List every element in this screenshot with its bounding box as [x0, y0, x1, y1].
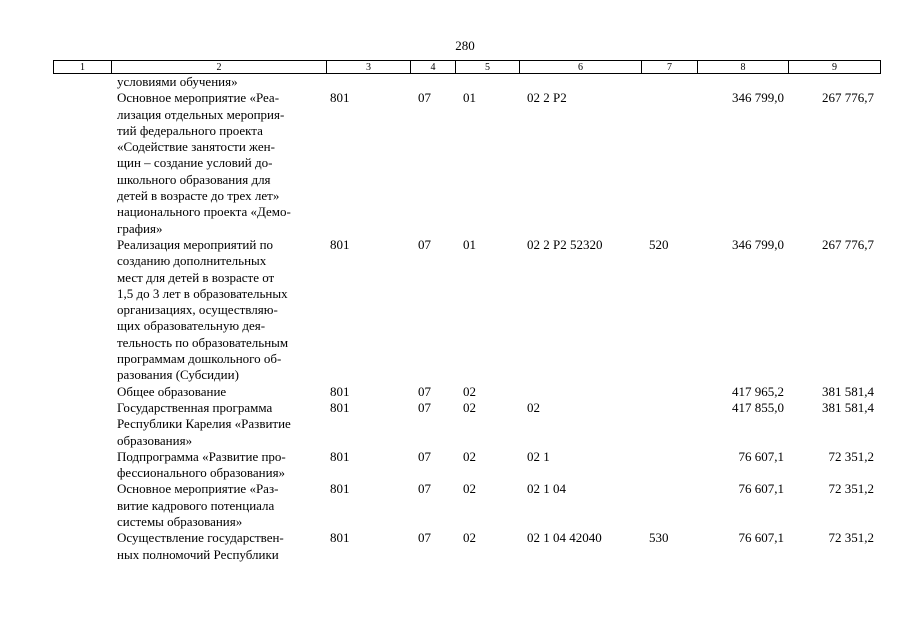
target-article-code: 02 [527, 399, 540, 415]
section-code: 07 [418, 399, 431, 415]
subsection-code: 02 [463, 399, 476, 415]
row-name-line: Подпрограмма «Развитие про- [117, 448, 286, 464]
amount-year-1: 76 607,1 [738, 481, 784, 497]
column-header-1: 1 [54, 61, 112, 74]
ministry-code: 801 [330, 530, 350, 546]
row-name-line: тий федерального проекта [117, 122, 263, 138]
amount-year-2: 72 351,2 [828, 481, 874, 497]
target-article-code: 02 1 [527, 448, 550, 464]
section-code: 07 [418, 383, 431, 399]
table-row [0, 74, 905, 90]
column-header-8: 8 [698, 61, 789, 74]
ministry-code: 801 [330, 448, 350, 464]
expense-type-code: 530 [649, 530, 669, 546]
subsection-code: 02 [463, 530, 476, 546]
row-name-line: Основное мероприятие «Раз- [117, 481, 279, 497]
target-article-code: 02 1 04 [527, 481, 566, 497]
row-name-line: программам дошкольного об- [117, 351, 282, 367]
budget-table-body [0, 74, 905, 563]
row-name-line: разования (Субсидии) [117, 367, 239, 383]
amount-year-2: 381 581,4 [822, 383, 874, 399]
section-code: 07 [418, 236, 431, 252]
row-name-line: лизация отдельных мероприя- [117, 106, 285, 122]
page-number: 280 [455, 38, 475, 53]
target-article-code: 02 2 P2 [527, 90, 567, 106]
row-name [117, 237, 317, 384]
target-article-code: 02 1 04 42040 [527, 530, 602, 546]
section-code: 07 [418, 90, 431, 106]
row-name-line: системы образования» [117, 514, 243, 530]
section-code: 07 [418, 530, 431, 546]
amount-year-2: 72 351,2 [828, 448, 874, 464]
row-name-line: Осуществление государствен- [117, 530, 284, 546]
amount-year-1: 346 799,0 [732, 236, 784, 252]
column-header-2: 2 [112, 61, 327, 74]
table-row [0, 449, 905, 482]
row-name-line: ных полномочий Республики [117, 546, 279, 562]
column-header-9: 9 [789, 61, 881, 74]
ministry-code: 801 [330, 236, 350, 252]
subsection-code: 02 [463, 481, 476, 497]
amount-year-1: 346 799,0 [732, 90, 784, 106]
section-code: 07 [418, 481, 431, 497]
row-name-line: детей в возрасте до трех лет» [117, 188, 280, 204]
row-name-line: тельность по образовательным [117, 334, 289, 350]
row-name-line: фессионального образования» [117, 465, 286, 481]
table-row [0, 530, 905, 563]
table-row [0, 481, 905, 530]
row-name-line: графия» [117, 220, 163, 236]
amount-year-2: 381 581,4 [822, 399, 874, 415]
row-name-line: витие кадрового потенциала [117, 497, 275, 513]
section-code: 07 [418, 448, 431, 464]
subsection-code: 01 [463, 236, 476, 252]
row-name-line: Государственная программа [117, 399, 273, 415]
row-name [117, 530, 317, 563]
row-name [117, 449, 317, 482]
table-row [0, 400, 905, 449]
expense-type-code: 520 [649, 236, 669, 252]
row-name [117, 90, 317, 237]
row-name [117, 384, 317, 400]
row-name-line: Реализация мероприятий по [117, 236, 274, 252]
table-row [0, 90, 905, 237]
column-header-4: 4 [411, 61, 456, 74]
target-article-code: 02 2 P2 52320 [527, 236, 603, 252]
row-name-line: мест для детей в возрасте от [117, 269, 275, 285]
subsection-code: 01 [463, 90, 476, 106]
row-name-line: условиями обучения» [117, 74, 238, 89]
row-name-line: Основное мероприятие «Реа- [117, 90, 280, 106]
row-name-line: Республики Карелия «Развитие [117, 416, 291, 432]
row-name [117, 481, 317, 530]
row-name-line: образования» [117, 432, 193, 448]
amount-year-1: 76 607,1 [738, 448, 784, 464]
ministry-code: 801 [330, 399, 350, 415]
ministry-code: 801 [330, 90, 350, 106]
row-name-line: школьного образования для [117, 171, 271, 187]
row-name [117, 74, 317, 90]
amount-year-1: 417 965,2 [732, 383, 784, 399]
column-header-7: 7 [642, 61, 698, 74]
row-name-line: национального проекта «Демо- [117, 204, 291, 220]
column-header-row [53, 60, 881, 74]
subsection-code: 02 [463, 383, 476, 399]
amount-year-1: 76 607,1 [738, 530, 784, 546]
row-name-line: созданию дополнительных [117, 253, 267, 269]
amount-year-2: 72 351,2 [828, 530, 874, 546]
amount-year-2: 267 776,7 [822, 90, 874, 106]
subsection-code: 02 [463, 448, 476, 464]
row-name-line: щих образовательную дея- [117, 318, 266, 334]
table-row [0, 237, 905, 384]
table-row [0, 384, 905, 400]
column-header-3: 3 [327, 61, 411, 74]
column-header-5: 5 [456, 61, 520, 74]
row-name [117, 400, 317, 449]
row-name-line: Общее образование [117, 383, 227, 399]
amount-year-2: 267 776,7 [822, 236, 874, 252]
row-name-line: организациях, осуществляю- [117, 302, 278, 318]
ministry-code: 801 [330, 383, 350, 399]
row-name-line: «Содействие занятости жен- [117, 139, 275, 155]
ministry-code: 801 [330, 481, 350, 497]
amount-year-1: 417 855,0 [732, 399, 784, 415]
row-name-line: 1,5 до 3 лет в образовательных [117, 285, 288, 301]
column-header-6: 6 [520, 61, 642, 74]
row-name-line: щин – создание условий до- [117, 155, 273, 171]
